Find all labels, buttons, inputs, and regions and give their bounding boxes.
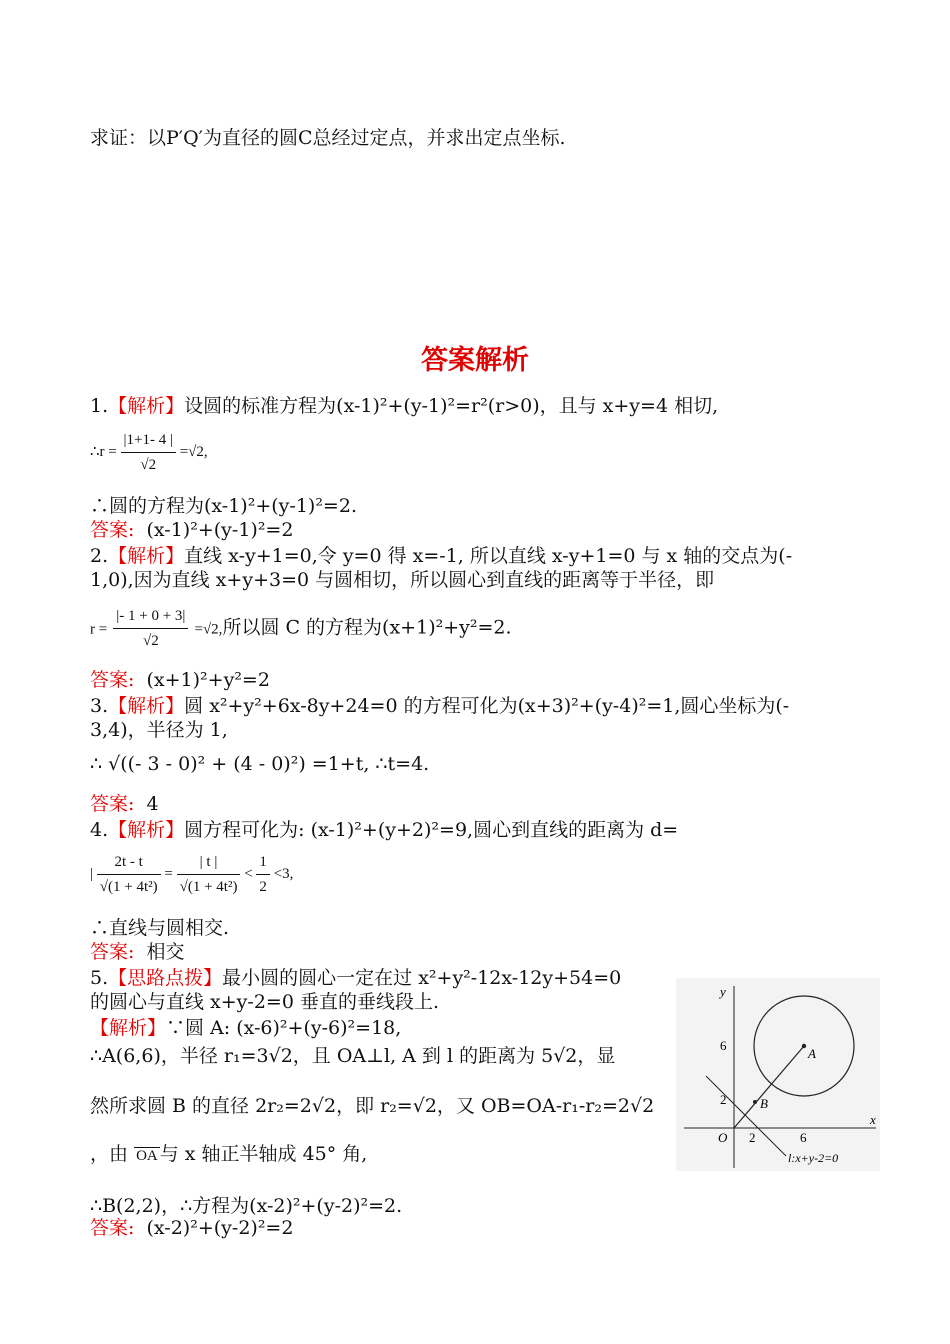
label-a: A [808, 1046, 816, 1061]
label-origin: O [718, 1130, 728, 1145]
p4-line1 [90, 818, 678, 842]
p2-line1-text: 直线 x-y+1=0,令 y=0 得 x=-1, 所以直线 x-y+1=0 与 x 轴的交点为(- [184, 545, 793, 567]
p1-formula-prefix: ∴r = [90, 443, 117, 460]
intro-text: 求证：以P′Q′为直径的圆C总经过定点，并求出定点坐标. [90, 127, 566, 149]
p5-answer-value: (x-2)²+(y-2)²=2 [146, 1217, 294, 1239]
segment-oa [734, 1046, 804, 1128]
p4-frac-b-den: √(1 + 4t²) [179, 879, 238, 895]
geometry-figure [676, 978, 880, 1171]
p2-number: 2. [90, 545, 109, 567]
p4-frac-a-den: √(1 + 4t²) [99, 879, 158, 895]
figure-svg [676, 978, 880, 1171]
p4-fraction-a [97, 850, 161, 899]
p3-answer-value: 4 [146, 793, 159, 815]
p4-line1-text: 圆方程可化为: (x-1)²+(y+2)²=9,圆心到直线的距离为 d= [184, 819, 679, 841]
p1-fraction [121, 428, 176, 477]
p2-frac-num: |- 1 + 0 + 3| [113, 604, 188, 629]
p2-tag: 【解析】 [108, 545, 185, 567]
p5-conclusion: ∴B(2,2)，∴方程为(x-2)²+(y-2)²=2. [90, 1195, 403, 1217]
p2-fraction [113, 604, 188, 653]
p3-answer [90, 792, 159, 816]
p5-line1 [90, 966, 621, 990]
p1-tag: 【解析】 [108, 395, 185, 417]
p4-formula-tail: <3, [273, 865, 294, 882]
p4-answer-label: 答案: [90, 941, 135, 963]
p1-frac-den: √2 [140, 457, 157, 473]
p4-tag: 【解析】 [108, 819, 185, 841]
p5-answer [90, 1216, 293, 1240]
p1-number: 1. [90, 395, 109, 417]
p5-line5: 然所求圆 B 的直径 2r₂=2√2，即 r₂=√2，又 OB=OA-r₁-r₂=2√2 [90, 1095, 655, 1117]
section-title: 答案解析 [421, 345, 529, 376]
p5-line1-text: 最小圆的圆心一定在过 x²+y²-12x-12y+54=0 [222, 967, 622, 989]
p5-line2: 的圆心与直线 x+y-2=0 垂直的垂线段上. [90, 991, 440, 1013]
point-a [802, 1044, 806, 1048]
p4-frac-c-den: 2 [259, 879, 267, 895]
tick-x6: 6 [800, 1130, 807, 1145]
p1-formula-suffix: =√2, [179, 443, 208, 460]
p4-frac-a-num: 2t - t [97, 850, 161, 875]
p1-frac-num: |1+1- 4 | [121, 428, 176, 453]
tick-y2: 2 [720, 1092, 727, 1107]
p2-line2: 1,0),因为直线 x+y+3=0 与圆相切，所以圆心到直线的距离等于半径，即 [90, 569, 715, 591]
p1-answer-label: 答案: [90, 519, 135, 541]
p2-answer-value: (x+1)²+y²=2 [146, 669, 270, 691]
p3-line2: 3,4)，半径为 1, [90, 719, 228, 741]
p1-text: 设圆的标准方程为(x-1)²+(y-1)²=r²(r>0)，且与 x+y=4 相切, [184, 395, 719, 417]
label-y: y [720, 984, 726, 999]
p1-conclusion: ∴圆的方程为(x-1)²+(y-1)²=2. [90, 495, 357, 517]
p2-formula-suffix: =√2, [194, 621, 223, 638]
p2-line1 [90, 544, 792, 568]
point-b [753, 1100, 757, 1104]
p5-line6-post: 与 x 轴正半轴成 45° 角, [159, 1143, 368, 1165]
p5-line6-pre: ，由 [90, 1143, 129, 1165]
p2-formula [90, 604, 512, 653]
label-line-l: l:x+y-2=0 [788, 1151, 839, 1165]
p2-frac-den: √2 [142, 633, 159, 649]
p3-number: 3. [90, 695, 109, 717]
p3-answer-label: 答案: [90, 793, 135, 815]
p3-line1-text: 圆 x²+y²+6x-8y+24=0 的方程可化为(x+3)²+(y-4)²=1,圆心坐标为(- [184, 695, 790, 717]
p5-answer-label: 答案: [90, 1217, 135, 1239]
p2-formula-prefix: r = [90, 621, 108, 638]
p1-statement [90, 394, 718, 418]
tick-y6: 6 [720, 1038, 727, 1053]
p5-line3 [90, 1016, 401, 1040]
p5-line6 [90, 1142, 367, 1168]
p4-answer-value: 相交 [146, 941, 185, 963]
p2-conclusion: 所以圆 C 的方程为(x+1)²+y²=2. [222, 616, 512, 639]
p5-vector-oa: OA [136, 1148, 158, 1164]
p3-line1 [90, 694, 789, 718]
p5-line3-text: ∵圆 A: (x-6)²+(y-6)²=18, [166, 1017, 402, 1039]
p4-fraction-c [256, 850, 270, 899]
p4-frac-c-num: 1 [256, 850, 270, 875]
p3-formula: ∴ √((- 3 - 0)² + (4 - 0)²) =1+t, ∴t=4. [90, 753, 430, 775]
p2-answer-label: 答案: [90, 669, 135, 691]
p1-answer-value: (x-1)²+(y-1)²=2 [146, 519, 294, 541]
label-b: B [760, 1096, 768, 1111]
p4-answer [90, 940, 185, 964]
p4-number: 4. [90, 819, 109, 841]
p5-tag-jiexi: 【解析】 [90, 1017, 167, 1039]
p5-line4: ∴A(6,6)，半径 r₁=3√2，且 OA⊥l, A 到 l 的距离为 5√2，显 [90, 1045, 616, 1067]
p4-formula: | $\frac{2t - t}{\text{√(1 + 4t²)}}$ = $\frac{| t |}{\text{√(1 + 4t²)}}$ < $\frac{1}{2}$ <3, [90, 850, 293, 899]
p1-formula [90, 428, 208, 477]
p4-fraction-b [177, 850, 241, 899]
p5-number: 5. [90, 967, 109, 989]
p5-tag-silu: 【思路点拨】 [108, 967, 223, 989]
tick-x2: 2 [749, 1130, 756, 1145]
p4-conclusion: ∴直线与圆相交. [90, 917, 230, 939]
p1-answer [90, 518, 293, 542]
p3-tag: 【解析】 [108, 695, 185, 717]
p2-answer [90, 668, 270, 692]
label-x: x [870, 1112, 876, 1127]
p4-frac-b-num: | t | [177, 850, 241, 875]
